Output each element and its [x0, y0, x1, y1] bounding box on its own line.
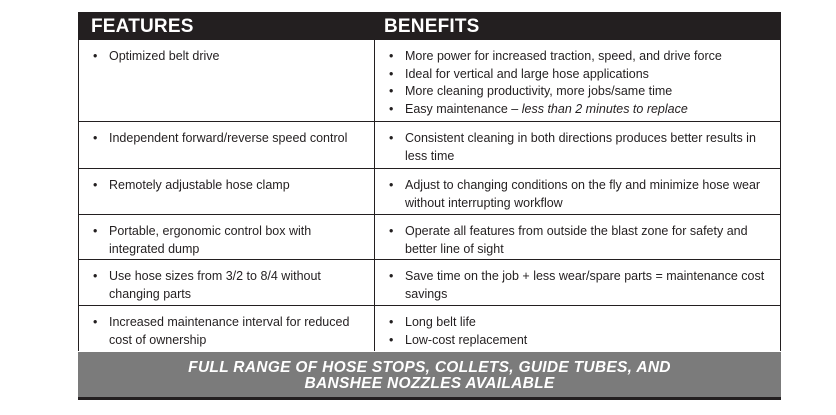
column-divider: [374, 169, 375, 214]
list-item: • Consistent cleaning in both directions produces better results in less time: [389, 131, 756, 163]
benefits-heading: BENEFITS: [384, 16, 480, 37]
list-item: • Easy maintenance – less than 2 minutes to replace: [389, 101, 688, 116]
benefit-cell: [386, 177, 778, 212]
banner-line-2: BANSHEE NOZZLES AVAILABLE: [304, 375, 555, 392]
benefit-cell: [386, 48, 778, 118]
list-item: • Remotely adjustable hose clamp: [93, 178, 290, 192]
benefit-cell: [386, 268, 778, 303]
feature-cell: [90, 314, 370, 349]
column-divider: [374, 122, 375, 168]
table-row: [78, 306, 781, 351]
table-row: [78, 169, 781, 215]
table-header: [78, 12, 781, 40]
table-row: [78, 40, 781, 122]
column-divider: [374, 40, 375, 121]
list-item: • Optimized belt drive: [93, 49, 220, 63]
list-item: • Long belt life: [389, 315, 476, 329]
feature-cell: [90, 177, 370, 195]
column-divider: [374, 306, 375, 351]
list-item: • More cleaning productivity, more jobs/same time: [389, 84, 673, 98]
list-item: • More power for increased traction, speed, and drive force: [389, 49, 722, 63]
benefit-cell: [386, 223, 778, 258]
list-item: • Ideal for vertical and large hose applications: [389, 66, 649, 81]
column-divider: [374, 215, 375, 259]
features-heading: FEATURES: [91, 16, 194, 37]
benefit-cell: [386, 130, 778, 165]
list-item: • Use hose sizes from 3/2 to 8/4 without changing parts: [93, 269, 321, 301]
feature-cell: [90, 130, 370, 148]
list-item: • Save time on the job + less wear/spare parts = maintenance cost savings: [389, 269, 765, 301]
list-item: • Increased maintenance interval for reduced cost of ownership: [93, 315, 350, 347]
table-row: [78, 260, 781, 306]
banner-line-1: FULL RANGE OF HOSE STOPS, COLLETS, GUIDE TUBES, AND: [188, 359, 671, 376]
column-divider: [374, 260, 375, 305]
benefit-cell: [386, 314, 778, 349]
list-item: • Adjust to changing conditions on the fly and minimize hose wear without interrupting workflow: [389, 178, 761, 210]
list-item: • Independent forward/reverse speed control: [93, 131, 348, 145]
list-item: • Operate all features from outside the blast zone for safety and better line of sight: [389, 224, 748, 256]
list-item: • Portable, ergonomic control box with integrated dump: [93, 224, 312, 256]
feature-cell: [90, 48, 370, 66]
table-row: [78, 215, 781, 260]
feature-cell: [90, 223, 370, 258]
features-benefits-table: [78, 12, 781, 351]
feature-cell: [90, 268, 370, 303]
table-row: [78, 122, 781, 169]
availability-banner: [78, 352, 781, 400]
list-item: • Low-cost replacement: [389, 332, 528, 347]
